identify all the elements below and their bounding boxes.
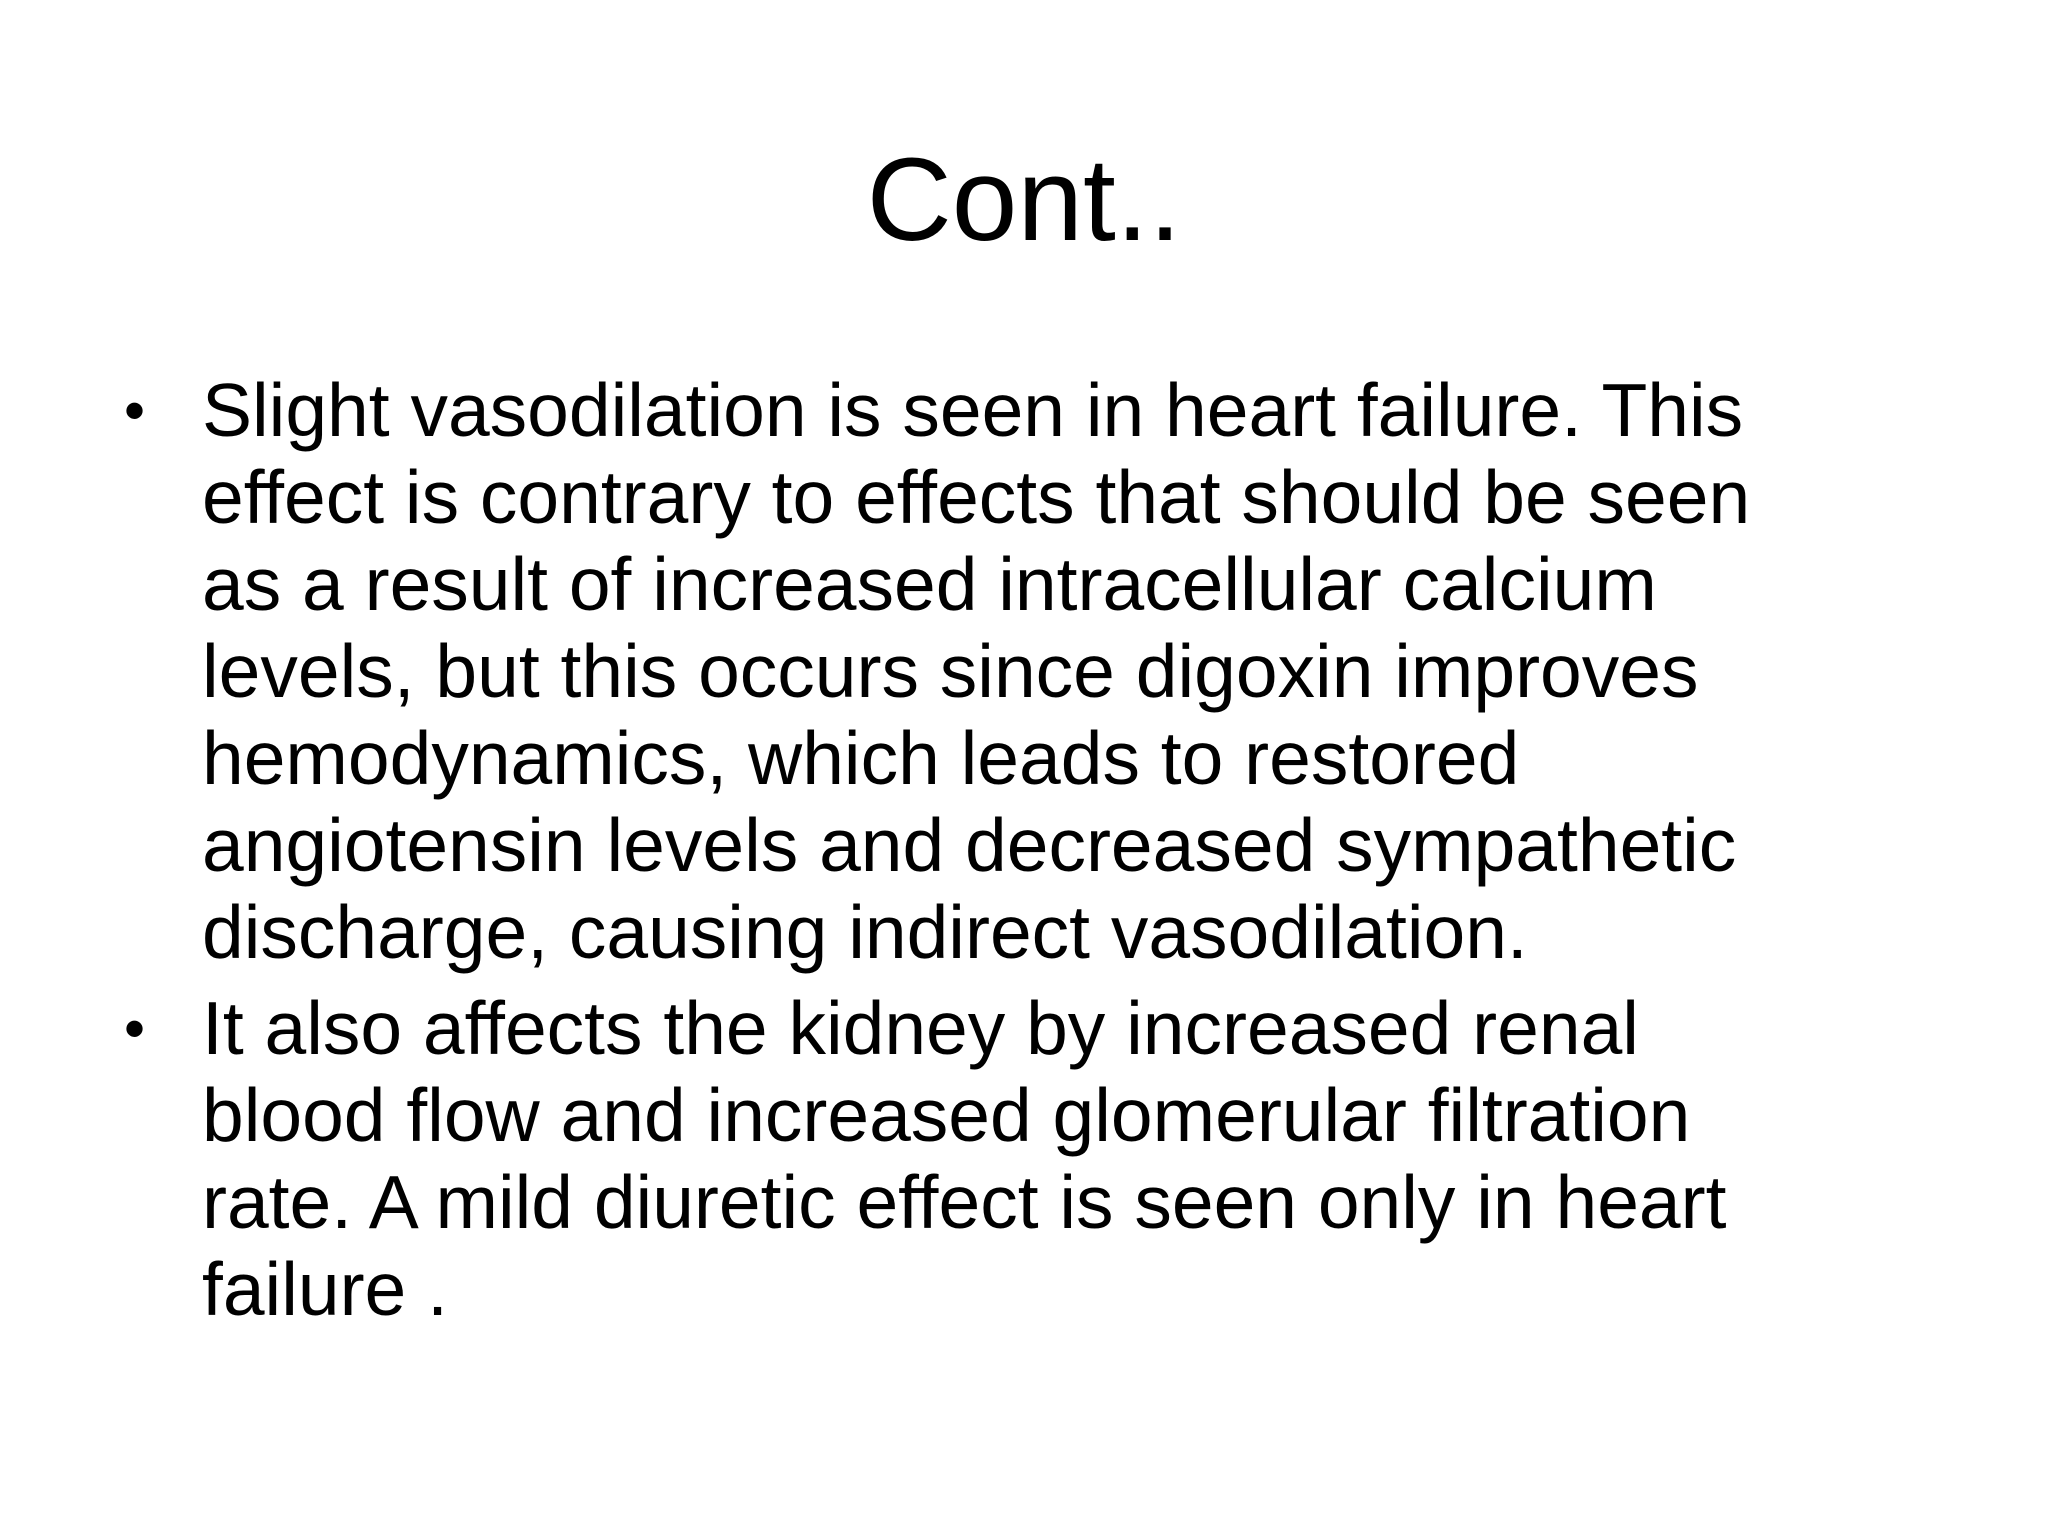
bullet-dot-icon: • bbox=[124, 995, 146, 1062]
bullet-text-line: levels, but this occurs since digoxin improves bbox=[202, 629, 1699, 713]
bullet-text-line: hemodynamics, which leads to restored bbox=[202, 716, 1520, 800]
bullet-text-line: failure . bbox=[202, 1247, 448, 1331]
bullet-item bbox=[124, 367, 1924, 976]
slide-title: Cont.. bbox=[866, 134, 1182, 266]
bullet-text-line: discharge, causing indirect vasodilation. bbox=[202, 890, 1528, 974]
bullet-list bbox=[124, 367, 1924, 1342]
bullet-text-line: effect is contrary to effects that should be seen bbox=[202, 455, 1751, 539]
bullet-text-line: It also affects the kidney by increased renal bbox=[202, 986, 1639, 1070]
bullet-dot-icon: • bbox=[124, 377, 146, 444]
bullet-text-line: rate. A mild diuretic effect is seen only in heart bbox=[202, 1160, 1727, 1244]
bullet-text-line: blood flow and increased glomerular filtration bbox=[202, 1073, 1691, 1157]
bullet-item bbox=[124, 985, 1924, 1333]
bullet-text-line: as a result of increased intracellular calcium bbox=[202, 542, 1657, 626]
bullet-text-line: Slight vasodilation is seen in heart failure. This bbox=[202, 368, 1744, 452]
bullet-text-line: angiotensin levels and decreased sympathetic bbox=[202, 803, 1737, 887]
